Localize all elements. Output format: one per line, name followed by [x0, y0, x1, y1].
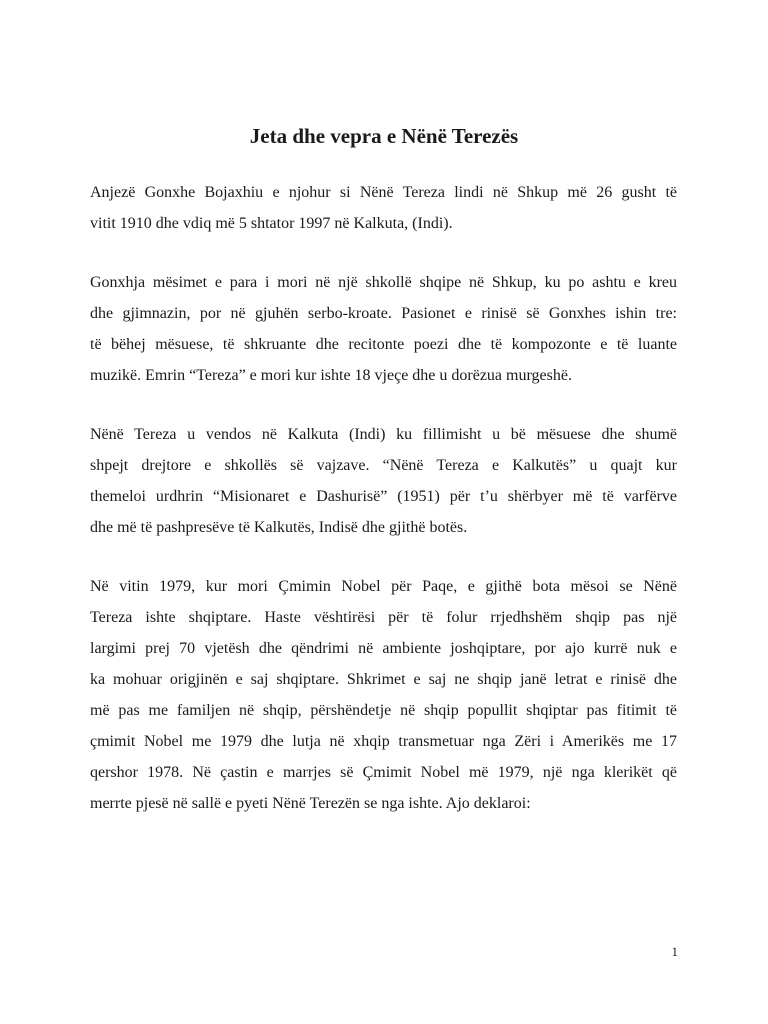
text-line: merrte pjesë në sallë e pyeti Nënë Terezën se nga ishte. Ajo deklaroi:	[90, 795, 531, 812]
document-body	[90, 177, 677, 847]
text-line: të bëhej mësuese, të shkruante dhe recitonte poezi dhe të kompozonte e të luante	[90, 336, 677, 353]
text-line: Në vitin 1979, kur mori Çmimin Nobel për Paqe, e gjithë bota mësoi se Nënë	[90, 578, 677, 595]
text-line: qershor 1978. Në çastin e marrjes së Çmimit Nobel më 1979, një nga klerikët që	[90, 764, 677, 781]
page-number: 1	[671, 944, 678, 959]
text-line: vitit 1910 dhe vdiq më 5 shtator 1997 në Kalkuta, (Indi).	[90, 215, 453, 232]
paragraph-education	[90, 267, 677, 391]
text-line: dhe më të pashpresëve të Kalkutës, Indisë dhe gjithë botës.	[90, 519, 468, 536]
paragraph-birth	[90, 177, 677, 239]
text-line: shpejt drejtore e shkollës së vajzave. “Nënë Tereza e Kalkutës” u quajt kur	[90, 457, 677, 474]
paragraph-nobel	[90, 571, 677, 819]
text-line: ka mohuar origjinën e saj shqiptare. Shkrimet e saj ne shqip janë letrat e rinisë dhe	[90, 671, 677, 688]
text-line: më pas me familjen në shqip, përshëndetje në shqip popullit shqiptar pas fitimit të	[90, 702, 677, 719]
text-line: Anjezë Gonxhe Bojaxhiu e njohur si Nënë Tereza lindi në Shkup më 26 gusht të	[90, 184, 677, 201]
text-line: largimi prej 70 vjetësh dhe qëndrimi në ambiente joshqiptare, por ajo kurrë nuk e	[90, 640, 677, 657]
text-line: Nënë Tereza u vendos në Kalkuta (Indi) ku fillimisht u bë mësuese dhe shumë	[90, 426, 677, 443]
document-title: Jeta dhe vepra e Nënë Terezës	[249, 124, 519, 148]
text-line: muzikë. Emrin “Tereza” e mori kur ishte 18 vjeçe dhe u dorëzua murgeshë.	[90, 367, 572, 384]
text-line: Tereza ishte shqiptare. Haste vështirësi për të folur rrjedhshëm shqip pas një	[90, 609, 677, 626]
paragraph-kolkata	[90, 419, 677, 543]
text-line: çmimit Nobel me 1979 dhe lutja në xhqip transmetuar nga Zëri i Amerikës me 17	[90, 733, 677, 750]
text-line: dhe gjimnazin, por në gjuhën serbo-kroate. Pasionet e rinisë së Gonxhes ishin tre:	[90, 305, 677, 322]
text-line: Gonxhja mësimet e para i mori në një shkollë shqipe në Shkup, ku po ashtu e kreu	[90, 274, 677, 291]
text-line: themeloi urdhrin “Misionaret e Dashurisë” (1951) për t’u shërbyer më të varfërve	[90, 488, 677, 505]
